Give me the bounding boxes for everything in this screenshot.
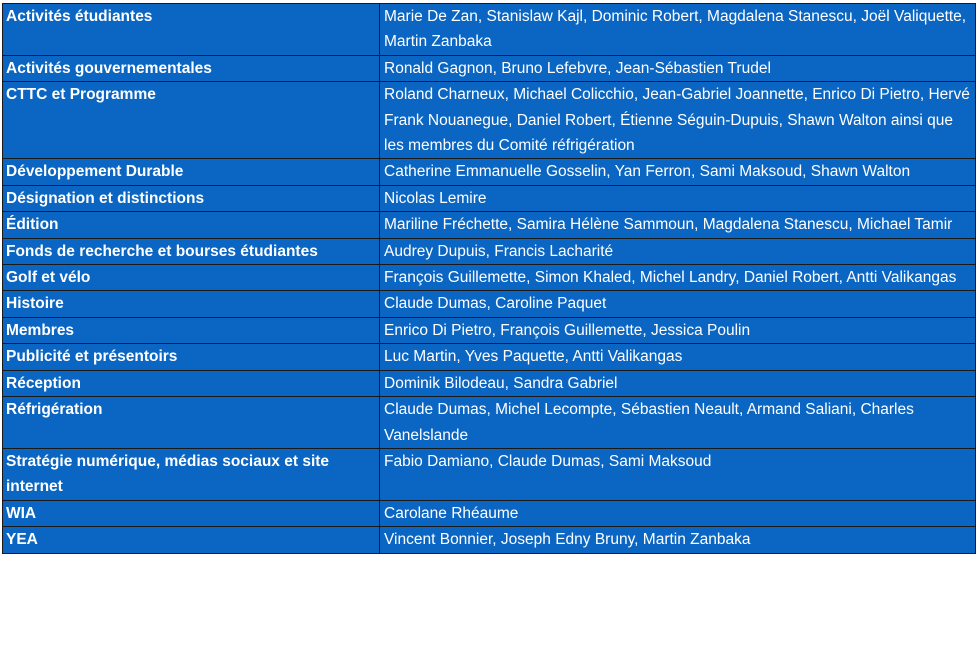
table-row [3, 500, 976, 526]
committee-name: Désignation et distinctions [3, 185, 380, 211]
table-row [3, 82, 976, 159]
committee-name: Réception [3, 370, 380, 396]
table-row [3, 397, 976, 449]
committee-table [2, 3, 976, 554]
table-row [3, 4, 976, 56]
committee-members: Marie De Zan, Stanislaw Kajl, Dominic Robert, Magdalena Stanescu, Joël Valiquette, Martin Zanbaka [380, 4, 976, 56]
table-row [3, 265, 976, 291]
committee-name: Publicité et présentoirs [3, 344, 380, 370]
committee-members: Nicolas Lemire [380, 185, 976, 211]
committee-name: CTTC et Programme [3, 82, 380, 159]
table-row [3, 291, 976, 317]
committee-members: Carolane Rhéaume [380, 500, 976, 526]
table-row [3, 212, 976, 238]
table-row [3, 185, 976, 211]
table-row [3, 55, 976, 81]
committee-name: Fonds de recherche et bourses étudiantes [3, 238, 380, 264]
committee-members: Roland Charneux, Michael Colicchio, Jean-Gabriel Joannette, Enrico Di Pietro, Hervé Frank Nouanegue, Daniel Robert, Étienne Séguin-Dupuis, Shawn Walton ainsi que les membres du Comité réfrigération [380, 82, 976, 159]
committee-members: Fabio Damiano, Claude Dumas, Sami Maksoud [380, 448, 976, 500]
committee-members: Enrico Di Pietro, François Guillemette, Jessica Poulin [380, 317, 976, 343]
committee-name: Membres [3, 317, 380, 343]
table-row [3, 448, 976, 500]
committee-members: Claude Dumas, Caroline Paquet [380, 291, 976, 317]
table-row [3, 370, 976, 396]
committee-name: Histoire [3, 291, 380, 317]
table-row [3, 238, 976, 264]
committee-name: YEA [3, 527, 380, 553]
committee-members: François Guillemette, Simon Khaled, Michel Landry, Daniel Robert, Antti Valikangas [380, 265, 976, 291]
committee-name: Développement Durable [3, 159, 380, 185]
committee-members: Mariline Fréchette, Samira Hélène Sammoun, Magdalena Stanescu, Michael Tamir [380, 212, 976, 238]
committee-members: Ronald Gagnon, Bruno Lefebvre, Jean-Sébastien Trudel [380, 55, 976, 81]
committee-name: Activités gouvernementales [3, 55, 380, 81]
table-row [3, 317, 976, 343]
committee-name: Activités étudiantes [3, 4, 380, 56]
table-row [3, 527, 976, 553]
table-row [3, 159, 976, 185]
committee-members: Catherine Emmanuelle Gosselin, Yan Ferron, Sami Maksoud, Shawn Walton [380, 159, 976, 185]
table-row [3, 344, 976, 370]
committee-name: WIA [3, 500, 380, 526]
committee-members: Dominik Bilodeau, Sandra Gabriel [380, 370, 976, 396]
committee-members: Luc Martin, Yves Paquette, Antti Valikangas [380, 344, 976, 370]
committee-members: Claude Dumas, Michel Lecompte, Sébastien Neault, Armand Saliani, Charles Vanelslande [380, 397, 976, 449]
committee-members: Vincent Bonnier, Joseph Edny Bruny, Martin Zanbaka [380, 527, 976, 553]
committee-members: Audrey Dupuis, Francis Lacharité [380, 238, 976, 264]
committee-name: Réfrigération [3, 397, 380, 449]
committee-name: Stratégie numérique, médias sociaux et site internet [3, 448, 380, 500]
committee-name: Édition [3, 212, 380, 238]
committee-name: Golf et vélo [3, 265, 380, 291]
